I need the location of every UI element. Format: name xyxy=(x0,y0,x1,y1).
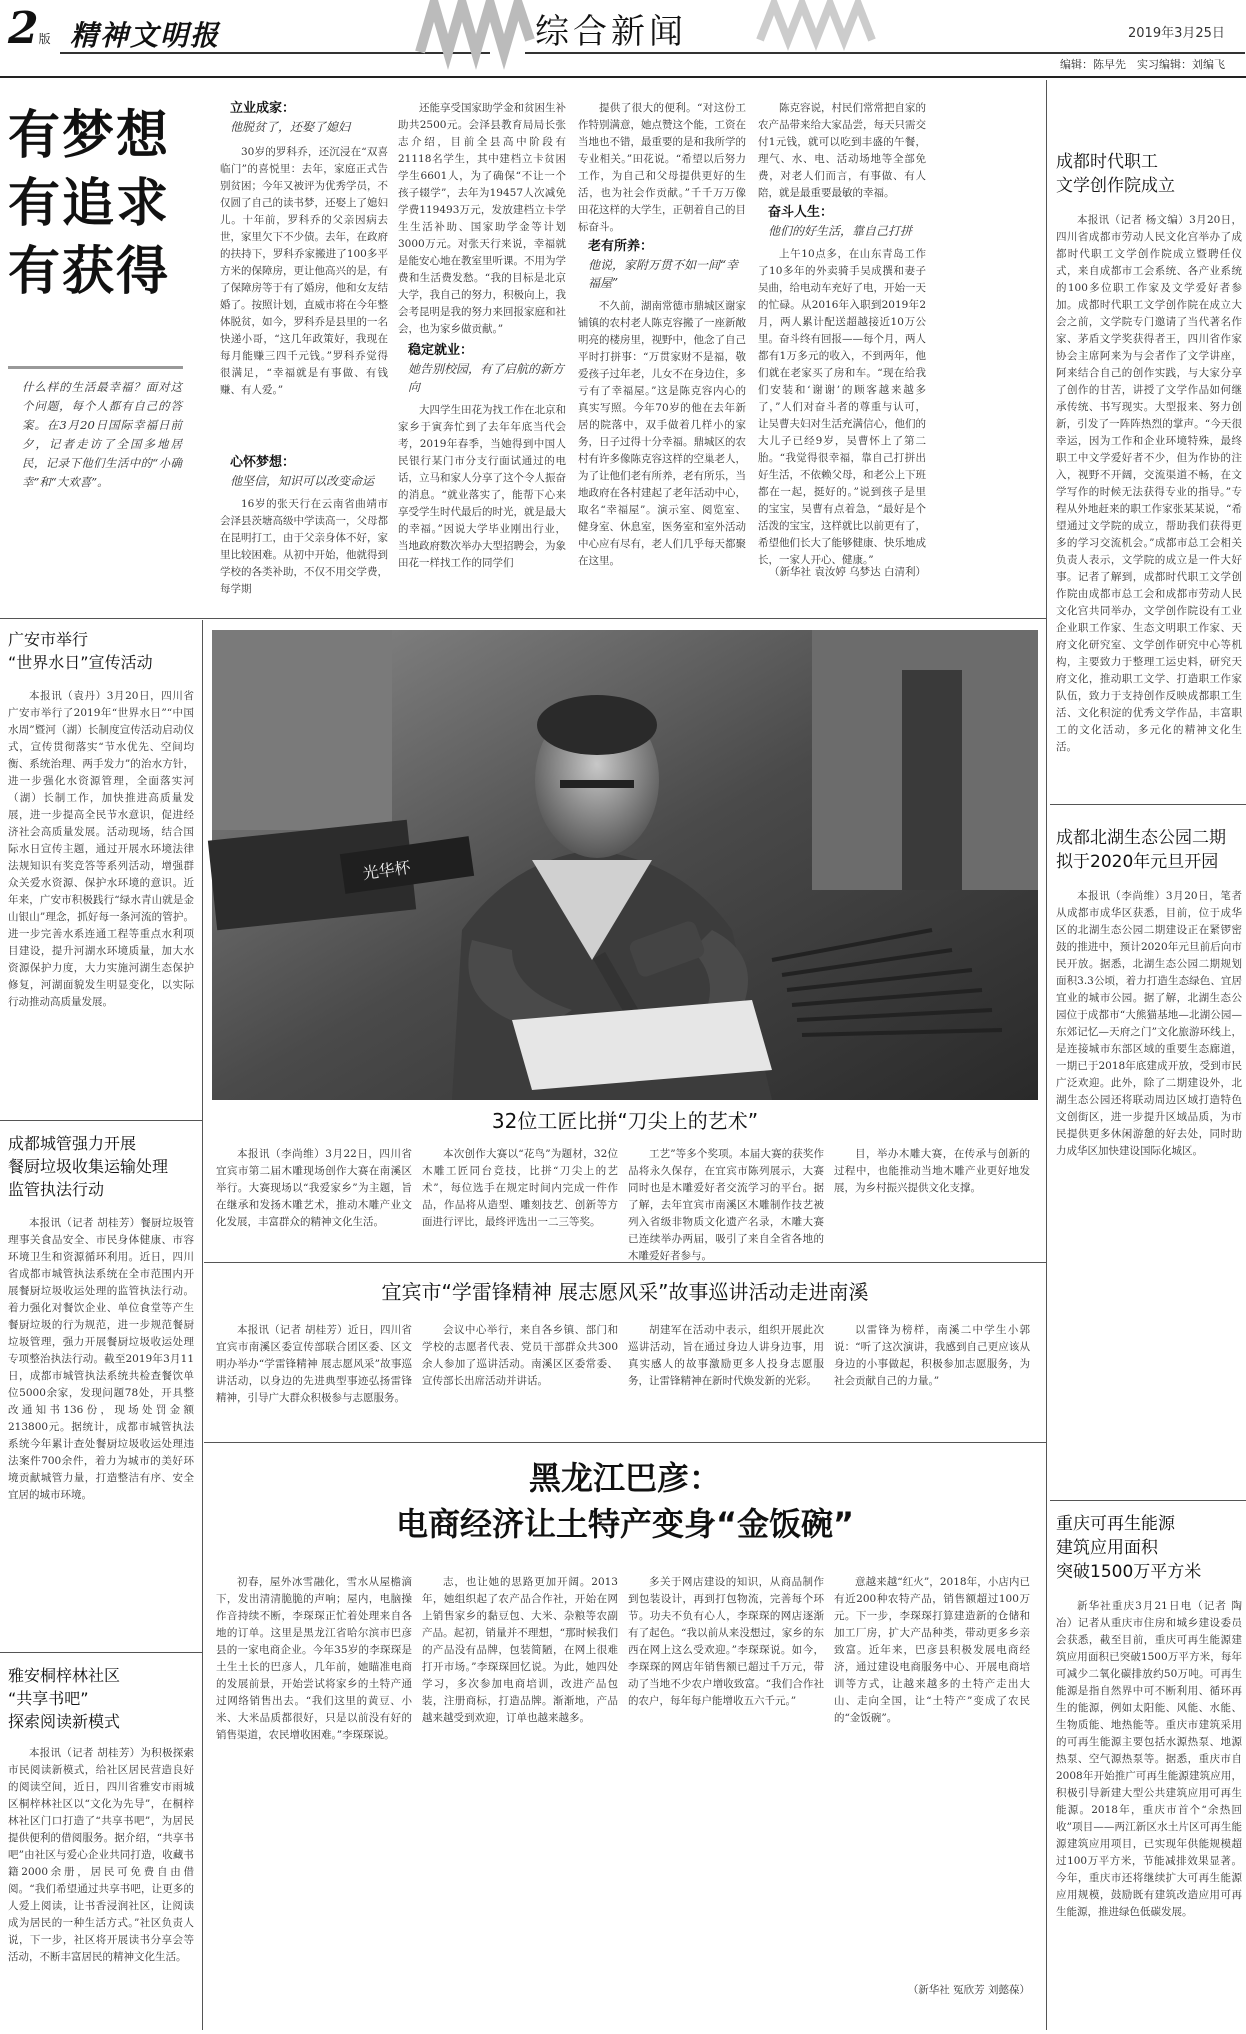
rule-left-column xyxy=(202,620,203,2030)
rule-below-feature xyxy=(0,618,1046,619)
waste-body: 本报讯（记者 胡桂芳）餐厨垃圾管理事关食品安全、市民身体健康、市容环境卫生和资源循环利用。近日，四川省成都市城管执法系统在全市范围内开展餐厨垃圾收运处理的监管执法行动。着力强化对餐饮企业、单位食堂等产生餐厨垃圾的行为规范，进一步规范餐厨垃圾管理，强力开展餐厨垃圾收运处理专项整治执法行动。截至2019年3月11日，成都市城管执法系统共检查餐饮单位5000余家，发现问题78处，开具整改通知书136份，现场处罚金额213800元。据统计，成都市城管执法系统今年累计查处餐厨垃圾收运处理违法案件700余件，着力为城市的美好环境贡献城管力量，打造整洁有序、安全宜居的城市环境。 xyxy=(8,1217,194,1501)
feature-col-1-text-a: 30岁的罗科乔，还沉浸在“双喜临门”的喜悦里：去年，家庭正式告别贫困；今年又被评为优秀学员，不仅圆了自己的读书梦，还娶上了媳妇儿。十年前，罗科乔的父亲因病去世，家里欠下不少债。去年，在政府的扶持下，罗科乔家搬进了100多平方米的保障房，更让他高兴的是，有了保障房等于有了婚房，他和女友结婚了。按照计划，直威市将在今年整体脱贫，如今，罗科乔是县里的一名快递小哥，“这几年政策好，我现在每月能赚三四千元钱。”罗科乔觉得很满足，“幸福就是有事做、有钱赚、有人爱。” xyxy=(220,146,388,396)
water-title-1: 广安市举行 xyxy=(8,630,89,649)
hlj-byline: （新华社 冤欣芳 刘懿葆） xyxy=(907,1984,1030,1996)
culture-article xyxy=(1056,150,1242,796)
plaque-text: 光华杯 xyxy=(361,857,412,884)
yibin-col-2: 会议中心举行，来自各乡镇、部门和学校的志愿者代表、党员干部群众共300余人参加了巡讲活动。南溪区区委常委、宣传部长出席活动并讲话。 xyxy=(422,1324,618,1387)
feature-section-3-head: 稳定就业： xyxy=(408,343,474,358)
bookbar-title-1: 雅安桐梓林社区 xyxy=(8,1666,121,1685)
hlj-col-1: 初春，屋外冰雪融化，雪水从屋檐滴下，发出清清脆脆的声响；屋内，电脑操作音持续不断，李琛琛正忙着处理来自各地的订单。这里是黑龙江省哈尔滨市巴彦县的一家电商企业。今年35岁的李琛琛是土生土长的巴彦人，几年前，她瞄准电商的发展前景，开始尝试将家乡的土特产通过网络销售出去。“我们这里的黄豆、小米、大米品质都很好，只是以前没有好的销售渠道，农民增收困难。”李琛琛说。 xyxy=(216,1576,412,1741)
feature-section-2-sub: 他坚信，知识可以改变命运 xyxy=(230,474,375,488)
feature-title-line-2: 有追求 xyxy=(8,174,171,234)
feature-title-divider xyxy=(8,366,183,369)
feature-section-4-sub: 他说，家附万贯不如一间“幸福屋” xyxy=(588,258,739,290)
paper-masthead: 精神文明报 xyxy=(70,19,221,52)
section-underline xyxy=(525,52,1245,54)
header-zigzag-decoration xyxy=(420,0,530,78)
energy-article xyxy=(1056,1512,1242,2018)
hlj-headline-1: 黑龙江巴彦： xyxy=(528,1459,721,1497)
waste-title-1: 成都城管强力开展 xyxy=(8,1134,137,1153)
bookbar-title-2: “共享书吧” xyxy=(8,1689,89,1708)
feature-section-3-sub: 她告别校园，有了启航的新方向 xyxy=(408,362,565,394)
feature-title-line-3: 有获得 xyxy=(8,242,171,302)
feature-col-2-text-b: 大四学生田花为找工作在北京和家乡于寅奔忙到了去年年底当代会考，2019年春季，当她得到中国人民银行某门市分支行面试通过的电话，立马和家人分享了这个令人振奋的消息。“就业落实了，能帮下心来享受学生时代最后的时光，就是最大的幸福。”因说大学毕业刚出行业，当地政府数次举办大型招聘会，为象田花一样找工作的同学们 xyxy=(398,404,566,569)
feature-intro: 什么样的生活最幸福？面对这个问题，每个人都有自己的答案。在3月20日国际幸福日前夕，记者走访了全国多地居民，记录下他们生活中的“小确幸”和“大欢喜”。 xyxy=(22,380,182,489)
hlj-headline-2: 电商经济让土特产变身“金饭碗” xyxy=(395,1505,855,1543)
waste-title-3: 监管执法行动 xyxy=(8,1180,105,1199)
feature-byline: （新华社 袁汝婷 乌梦达 白清利） xyxy=(768,566,926,578)
feature-col-3-text-a: 提供了很大的便利。“对这份工作特别满意，她点赞这个能，工资在当地也不错，最重要的是和我所学的专业相关。”田花说。“希望以后努力工作，为自己和父母提供更好的生活，也为社会作贡献。”千千万万像田花这样的大学生，正朝着自己的目标奋斗。 xyxy=(578,102,746,233)
feature-section-2-head: 心怀梦想： xyxy=(230,455,296,470)
rule-left-2 xyxy=(0,1652,202,1653)
water-article xyxy=(8,628,194,1108)
rule-below-craft xyxy=(204,1262,1046,1263)
craft-col-2: 本次创作大赛以“花鸟”为题材，32位木雕工匠同台竞技，比拼“刀尖上的艺术”，每位选手在规定时间内完成一件作品，作品将从造型、雕刻技艺、创新等方面进行评比，最终评选出一二三等奖。 xyxy=(422,1148,618,1228)
feature-col-4-text-a: 陈克容说，村民们常常把自家的农产品带来给大家品尝，每天只需交付1元钱，就可以吃到丰盛的午餐，理气、水、电、活动场地等全部免费，对老人们而言，有事做、有人陪，就是最重要最敏的幸福。 xyxy=(758,102,926,199)
craft-col-3: 工艺”等多个奖项。本届大赛的获奖作品将永久保存，在宜宾市陈列展示，大赛同时也是木雕爱好者交流学习的平台。据了解，去年宜宾市南溪区木雕制作技艺被列入省级非物质文化遗产名录，木雕大赛已连续举办两届，吸引了来自全省各地的木雕爱好者参与。 xyxy=(628,1148,824,1262)
park-title-2: 拟于2020年元旦开园 xyxy=(1056,852,1219,872)
yibin-headline: 宜宾市“学雷锋精神 展志愿风采”故事巡讲活动走进南溪 xyxy=(381,1280,869,1304)
feature-section-5-head: 奋斗人生： xyxy=(768,205,834,220)
waste-article xyxy=(8,1132,194,1647)
feature-section-5-sub: 他们的好生活，靠自己打拼 xyxy=(768,224,913,238)
rule-left-1 xyxy=(0,1120,202,1121)
park-body: 本报讯（李尚维）3月20日，笔者从成都市成华区获悉，目前，位于成华区的北湖生态公园二期建设正在紧锣密鼓的推进中，预计2020年元旦前后向市民开放。据悉，北湖生态公园二期规划面积3.3公顷，着力打造生态绿色、宜居宜业的城市公园。据了解，北湖生态公园位于成都市“大熊猫基地—北湖公园—东郊记忆—天府之门”文化旅游环线上，是连接城市东部区域的重要生态廊道，一期已于2018年底建成开放，受到市民广泛欢迎。此外，除了二期建设外，北湖生态公园还将联动周边区域打造特色文创街区，进一步提升区域品质，为市民提供更多休闲游憩的好去处，同时助力成华区加快建设国际化城区。 xyxy=(1056,890,1242,1157)
bookbar-title-3: 探索阅读新模式 xyxy=(8,1712,121,1731)
waste-title-2: 餐厨垃圾收集运输处理 xyxy=(8,1157,169,1176)
energy-title-2: 建筑应用面积 xyxy=(1056,1538,1158,1558)
bookbar-body: 本报讯（记者 胡桂芳）为积极探索市民阅读新模式，给社区居民营造良好的阅读空间，近日，四川省雅安市雨城区桐梓林社区以“文化为先导”，在桐梓林社区门口打造了“共享书吧”，为居民提供便利的借阅服务。据介绍，“共享书吧”由社区与爱心企业共同打造，收藏书籍2000余册，居民可免费自由借阅。“我们希望通过共享书吧，让更多的人爱上阅读，让书香浸润社区，让阅读成为居民的一种生活方式。”社区负责人说，下一步，社区将开展读书分享会等活动，不断丰富居民的精神文化生活。 xyxy=(8,1747,194,1963)
yibin-col-3: 胡建军在活动中表示，组织开展此次巡讲活动，旨在通过身边人讲身边事，用真实感人的故事激励更多人投身志愿服务，让雷锋精神在新时代焕发新的光彩。 xyxy=(628,1324,824,1387)
energy-body: 新华社重庆3月21日电（记者 陶冶）记者从重庆市住房和城乡建设委员会获悉，截至目前，重庆可再生能源建筑应用面积已突破1500万平方米，每年可减少二氧化碳排放约50万吨。可再生能源是指自然界中可不断利用、循环再生的能源，例如太阳能、风能、水能、生物质能、地热能等。重庆市建筑采用的可再生能源主要包括水源热泵、地源热泵、空气源热泵等。据悉，重庆市自2008年开始推广可再生能源建筑应用，积极引导新建大型公共建筑应用可再生能源。2018年，重庆市首个“余热回收”项目——两江新区水土片区可再生能源建筑应用项目，已实现年供能规模超过100万平方米，节能减排效果显著。今年，重庆市还将继续扩大可再生能源应用规模，鼓励既有建筑改造应用可再生能源，推进绿色低碳发展。 xyxy=(1056,1600,1242,1918)
feature-section-4-head: 老有所养： xyxy=(588,239,654,254)
bookbar-article xyxy=(8,1664,194,2025)
water-body: 本报讯（袁丹）3月20日，四川省广安市举行了2019年“世界水日”“中国水周”暨河（湖）长制度宣传活动启动仪式，宣传贯彻落实“节水优先、空间均衡、系统治理、两手发力”的治水方针，进一步强化水资源管理，全面落实河（湖）长制工作，加快推进高质量发展，进一步提高全民节水意识，促进经济社会高质量发展。活动现场，结合国际水日宣传主题，通过开展水环境法律法规知识有奖竞答等系列活动，增强群众关爱水资源、保护水环境的意识。近年来，广安市积极践行“绿水青山就是金山银山”理念，抓好每一条河流的管护。进一步完善水系连通工程等重点水利项目建设，提升河湖水环境质量，加大水资源保护力度，大力实施河湖生态保护修复，河湖面貌发生明显变化，以实际行动推动高质量发展。 xyxy=(8,690,194,1008)
craftsman-photo xyxy=(212,630,1038,1100)
yibin-col-1: 本报讯（记者 胡桂芳）近日，四川省宜宾市南溪区委宣传部联合团区委、区文明办举办“学雷锋精神 展志愿风采”故事巡讲活动，以身边的先进典型事迹弘扬雷锋精神，引导广大群众积极参与志愿服务。 xyxy=(216,1324,412,1404)
craft-col-1: 本报讯（李尚维）3月22日，四川省宜宾市第二届木雕现场创作大赛在南溪区举行。大赛现场以“我爱家乡”为主题，旨在继承和发扬木雕艺术，推动木雕产业文化发展，丰富群众的精神文化生活。 xyxy=(216,1148,412,1228)
header-zigzag-right xyxy=(760,0,880,52)
rule-right-1 xyxy=(1050,804,1246,805)
feature-col-1-text-b: 16岁的张天行在云南省曲靖市会泽县茨塘高级中学读高一，父母都在昆明打工，由于父亲身体不好，家里比较困难。从初中开始，他就得到学校的各类补助，不仅不用交学费，每学期 xyxy=(220,498,388,595)
hlj-col-4 xyxy=(834,1574,1030,2024)
section-title: 综合新闻 xyxy=(535,12,687,52)
photo-illustration xyxy=(212,630,1038,1100)
culture-body: 本报讯（记者 杨文编）3月20日，四川省成都市劳动人民文化宫举办了成都时代职工文学创作院成立暨聘任仪式，来自成都市工会系统、各产业系统的100多位职工作家及文学爱好者参加。成都时代职工文学创作院在成立大会之前，文学院专门邀请了当代著名作家、茅盾文学奖获得者王，四川省作家协会主席阿来为与会者作了文学讲座，阿来结合自己的创作实践，与大家分享了创作的甘苦，讲授了文学作品如何继承传统、书写现实。大型报来、努力创新，引发了一阵阵热烈的掌声。“今天很幸运，因为工作和企业环境特殊，最终职工中文学爱好者不少，但为作协的注入，视野不开阔，交流渠道不畅，在文学写作的时候无法获得专业的指导。”专程从外地赶来的职工作家张某某说，“希望通过文学院的成立，帮助我们获得更多的学习交流机会。”成都市总工会相关负责人表示，文学院的成立是一件大好事。记者了解到，成都时代职工文学创作院由成都市总工会和成都市劳动人民文化宫共同举办，文学创作院设有工业企业职工作家、生态文明职工作家、天府文化研究室、文学创作研究中心等机构，主要致力于整理工运史料，研究天府文化，推动职工文学、打造职工作家队伍，致力于支持创作反映成都职工生活、文化积淀的优秀文学作品，丰富职工的文化活动，多元化的精神文化生活。 xyxy=(1056,214,1242,753)
culture-title-2: 文学创作院成立 xyxy=(1056,176,1175,196)
yibin-col-4: 以雷锋为榜样，南溪二中学生小郭说：“听了这次演讲，我感到自己更应该从身边的小事做起，积极参加志愿服务，为社会贡献自己的力量。” xyxy=(834,1324,1030,1387)
culture-title-1: 成都时代职工 xyxy=(1056,152,1158,172)
energy-title-1: 重庆可再生能源 xyxy=(1056,1514,1175,1534)
park-article xyxy=(1056,826,1242,1482)
water-title-2: “世界水日”宣传活动 xyxy=(8,653,153,672)
hlj-col-2: 志，也让她的思路更加开阔。2013年，她组织起了农产品合作社，开始在网上销售家乡的黏豆包、大米、杂粮等农副产品。起初，销量并不理想，“那时候我们的产品没有品牌，包装简陋，在网上很难打开市场。”李琛琛回忆说。为此，她四处学习，多次参加电商培训，改进产品包装，注册商标，打造品牌。渐渐地，产品越来越受到欢迎，订单也越来越多。 xyxy=(422,1576,618,1724)
page-header xyxy=(0,0,1246,78)
rule-right-2 xyxy=(1050,1500,1246,1501)
feature-col-3-text-b: 不久前，湖南常德市鼎城区谢家铺镇的农村老人陈克容搬了一座新敞明亮的楼房里，视野中，他念了自己平时打拼事：“万贯家财不是福，敬爱孩子过年老，儿女不在身边住，多亏有了幸福屋。”这是陈克容内心的真实写照。今年70岁的他在去年新居的院落中，双手做着几样小的家务，日子过得十分幸福。鼎城区的农村有许多像陈克容这样的空巢老人，为了让他们老有所养，老有所乐，当地政府在各村建起了老年活动中心，取名“幸福屋”。演示室、阅览室、健身室、休息室，医务室和室外活动中心应有尽有，老人们几乎每天都聚在这里。 xyxy=(578,300,746,567)
feature-col-2-text-a: 还能享受国家助学金和贫困生补助共2500元。会泽县教育局局长张志介绍，目前全县高中阶段有21118名学生，其中建档立卡贫困学生6601人，为了确保“不让一个孩子辍学”，去年为19457人次减免学费119493万元，发放建档立卡学生生活补助、国家助学金等计划3000万元。对张天行来说，幸福就是能安心地在教室里听课。不用为学费和生活费发愁。“我的目标是北京大学，我自己的努力，积极向上，我会考昆明是我的努力来回报家庭和社会，也为家乡做贡献。” xyxy=(398,102,566,335)
feature-col-1 xyxy=(220,100,388,610)
feature-title-line-1: 有梦想 xyxy=(8,106,171,166)
park-title-1: 成都北湖生态公园二期 xyxy=(1056,828,1226,848)
feature-col-4-text-b: 上午10点多，在山东青岛工作了10多年的外卖骑手吴成撰和妻子吴曲，给电动车充好了电，开始一天的忙碌。从2016年入职到2019年2月，两人累计配送超越接近10万公里。奋斗终有回报——每个月，两人都有1万多元的收入，不到两年，他们就在老家买了房和车。“现在给我们安装和‘谢谢’的顾客越来越多了，”人们对奋斗者的尊重与认可，让吴曹夫妇对生活充满信心，他们的大儿子已经9岁，吴曹怀上了第二胎。“我觉得很幸福，靠自己打拼出好生活，不依赖父母，和老公上下班都在一起，挺好的。”说到孩子是里的宝宝，吴曹有点着急，“最好是个活泼的宝宝，这样就比以前更有了，希望他们长大了能够健康、快乐地成长，一家人开心、健康。” xyxy=(758,248,926,566)
page-number: 2版 xyxy=(8,3,51,54)
hlj-col-3: 多关于网店建设的知识，从商品制作到包装设计，再到打包物流，完善每个环节。功夫不负有心人，李琛琛的网店逐渐有了起色。“我以前从来没想过，家乡的东西在网上这么受欢迎。”李琛琛说。如今，李琛琛的网店年销售额已超过千万元，带动了当地不少农户增收致富。“我们合作社的农户，每年每户能增收五六千元。” xyxy=(628,1576,824,1707)
editor-credit: 编辑：陈早先 实习编辑：刘编飞 xyxy=(1060,58,1225,71)
issue-date: 2019年3月25日 xyxy=(1128,26,1225,41)
feature-col-4 xyxy=(758,100,926,610)
feature-col-2 xyxy=(398,100,566,610)
feature-col-3 xyxy=(578,100,746,610)
hlj-col-4-text: 意越来越“红火”，2018年，小店内已有近200种农特产品，销售额超过100万元。下一步，李琛琛打算建造新的仓储和加工厂房，扩大产品种类，带动更多乡亲致富。近年来，巴彦县积极发展电商经济，通过建设电商服务中心、开展电商培训等方式，让越来越多的土特产走出大山、走向全国，让“土特产”变成了农民的“金饭碗”。 xyxy=(834,1576,1030,1724)
feature-section-1-sub: 他脱贫了，还娶了媳妇 xyxy=(230,120,351,134)
energy-title-3: 突破1500万平方米 xyxy=(1056,1562,1202,1582)
craft-col-4: 目，举办木雕大赛，在传承与创新的过程中，也能推动当地木雕产业更好地发展，为乡村振兴提供文化支撑。 xyxy=(834,1148,1030,1194)
rule-below-yibin xyxy=(204,1442,1046,1443)
feature-section-1-head: 立业成家： xyxy=(230,101,296,116)
header-bottom-rule xyxy=(0,76,1246,78)
rule-right-column xyxy=(1046,80,1047,2030)
photo-caption: 32位工匠比拼“刀尖上的艺术” xyxy=(491,1109,759,1133)
